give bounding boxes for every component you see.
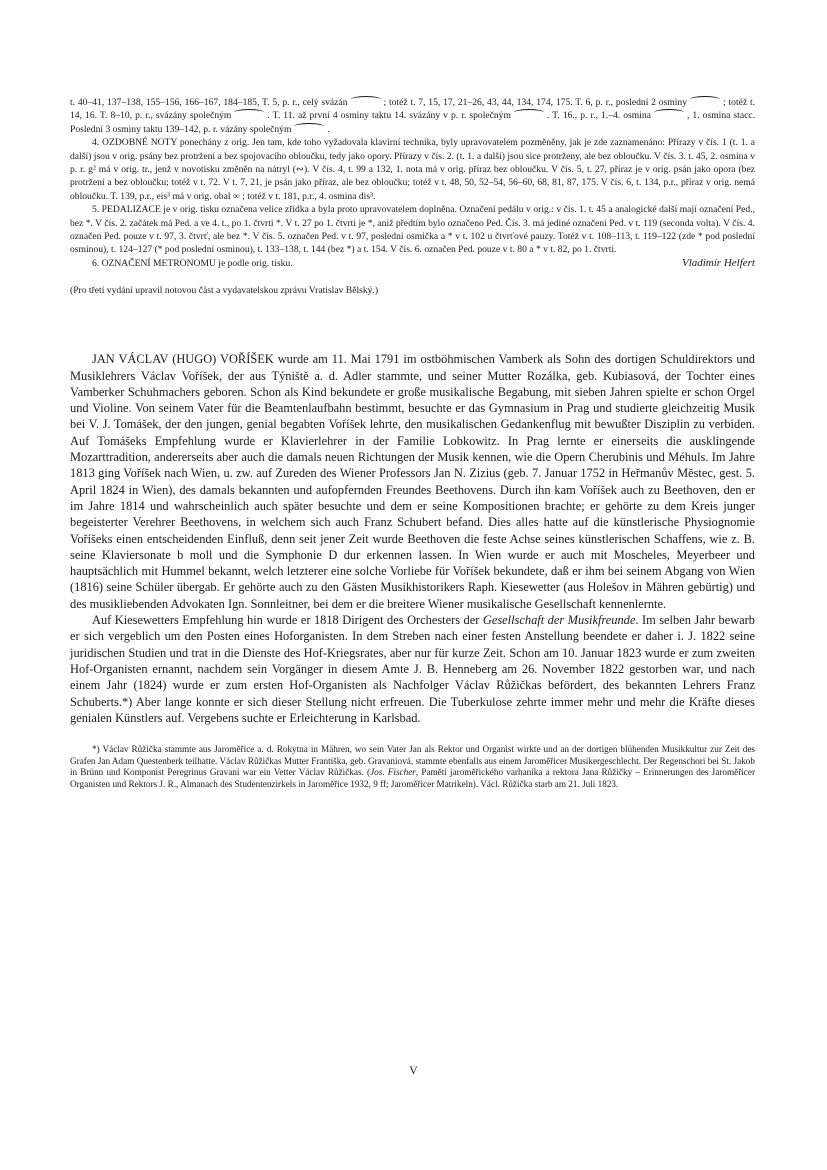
edition-credit: (Pro třetí vydání upravil notovou část a vydavatelskou zprávu Vratislav Bělský.) (70, 285, 379, 297)
slur-symbol (294, 123, 324, 130)
footnote-text: *) Václav Růžička stammte aus Jaroměřice a. d. Rokytna in Mähren, wo sein Vater Jan als Rektor und Organist wirkte und an der dortigen blühenden Musikkultur zur Zeit des Grafen Jan Adam Questenberk teilhatte. Václav Růžičkas Mutter Františka, geb. Gravaniová, stammte ebenfalls aus einem Jaroměřicer Musikergeschlecht. Der Regenschori bei St. Jakob in Brünn und Komponist Peregrinus Gravani war ein Vetter Václav Růžičkas. (Jos. Fischer, Paměti jaroměřického varhaníka a rektora Jana Růžičky – Erinnerungen des Jaroměřicer Organisten und Rektors J. R., Almanach des Studentenzirkels in Jaroměřice 1932, 9 ff; Jaroměřicer Matrikeln). Václ. Růžička starb am 21. Juli 1823. (70, 744, 756, 789)
page-number: V (409, 1063, 418, 1077)
footnote (70, 744, 755, 790)
page-content (70, 96, 755, 790)
biography-paragraph-2: Auf Kiesewetters Empfehlung hin wurde er 1818 Dirigent des Orchesters der Gesellschaft der Musikfreunde. Im selben Jahr bewarb er sich vergeblich um den Posten eines Hoforganisten. In dem Streben nach einer festen Anstellung beendete er daher i. J. 1822 seine juridischen Studien und trat in die Dienste des Hof-Kriegsrates, aber nur für kurze Zeit. Schon am 10. Januar 1823 wurde er zum zweiten Hof-Organisten ernannt, nachdem sein Vorgänger in diesem Amte J. B. Henneberg am 26. November 1822 gestorben war, und nach einem Jahr (1824) wurde er zum ersten Hof-Organisten als Nachfolger Václav Růžičkas befördert, des bekannten Lehrers Franz Schuberts.*) Aber lange konnte er sich dieser Stellung nicht erfreuen. Die Tuberkulose zehrte immer mehr und mehr die Kräfte dieses genialen Künstlers auf. Vergebens suchte er Erleichterung in Karlsbad. (70, 613, 756, 725)
editorial-notes (70, 96, 755, 270)
slur-symbol (690, 96, 720, 103)
slur-symbol (514, 109, 544, 116)
notes-paragraph-metronome: 6. OZNAČENÍ METRONOMU je podle orig. tisku. Vladimír Helfert (92, 256, 755, 269)
biography-text (70, 351, 755, 726)
slur-symbol (234, 109, 264, 116)
notes-paragraph-slurs: t. 40–41, 137–138, 155–156, 166–167, 184–185, T. 5, p. r., celý svázán ; totéž t. 7, 15, 17, 21–26, 43, 44, 134, 174, 175. T. 6, p. r., poslední 2 osminy ; totéž t. 14, 16. T. 8–10, p. r., svázány společným . T. 11. až první 4 osminy taktu 14. svázány v p. r. společným . T. 16., p. r., 1.–4. osmina , 1. osmina stacc. Poslední 3 osminy taktu 139–142, p. r. vázány společným . (70, 97, 756, 135)
slur-symbol (351, 96, 381, 103)
slur-symbol (654, 109, 684, 116)
notes-paragraph-pedal: 5. PEDALIZACE je v orig. tisku označena velice zřídka a byla proto upravovatelem doplněna. Označení pedálu v orig.: v čís. 1. t. 45 a analogické další mají označení Ped., bez *. V čís. 2. začátek má Ped. a ve 4. t., po 1. čtvrti *. V t. 27 po 1. čtvrti je *, aniž předtím bylo označeno Ped. Čís. 3. má jediné označení Ped. v t. 119 (seconda volta). V čís. 4. označen Ped. pouze v t. 97, 3. čtvrť, ale bez *. V čís. 5. označen Ped. v t. 97, poslední osmička a * v t. 102 u čtvrťové pauzy. Totéž v t. 108–113, t. 119–122 (zde * pod poslední osminou), t. 124–127 (* pod poslední osminou), t. 133–138, t. 144 (bez *) a t. 154. V čís. 6. označen Ped. pouze v t. 80 a * v t. 82, po 1. čtvrti. (70, 204, 755, 256)
society-name: Gesellschaft der Musikfreunde (482, 613, 636, 628)
signature: Vladimír Helfert (681, 256, 755, 269)
notes-paragraph-ornaments: 4. OZDOBNÉ NOTY ponechány z orig. Jen tam, kde toho vyžadovala klavírní technika, byly upravovatelem pozměněny, jak je zde zaznamenáno: Přírazy v čís. 1 (t. 1. a další) jsou v orig. psány bez protržení a bez spojovacího obloučku, tedy jako opory. Přírazy v čís. 2. (t. 1. a další) jsou sice protrženy, ale bez obloučku. V čís. 3. t. 45, 2. osmina v p. r. g² má v orig. tr., jenž v novotisku změněn na nátryl (∾). V čís. 4, t. 99 a 132, 1. nota má v orig. příraz bez obloučku. V čís. 5, t. 27, příraz je v orig. psán jako opora (bez protržení a bez obloučku; totéž v t. 72. V t. 7, 21, je psán jako příraz, ale bez obloučku; totéž v t. 48, 50, 52–54, 56–60, 68, 81, 87, 175. V čís. 6, t. 134, p.r., příraz v orig. nemá obloučku. T. 139, p.r., eis³ má v orig. obal ∞ ; totéž v t. 181, p.r., 4. osmina dis³. (70, 137, 755, 202)
biography-paragraph-1: JAN VÁCLAV (HUGO) VOŘÍŠEK wurde am 11. Mai 1791 im ostböhmischen Vamberk als Sohn des dortigen Schuldirektors und Musiklehrers Václav Voříšek, der aus Týniště a. d. Adler stammte, und seiner Mutter Rozálka, geb. Kubiasová, der Tochter eines Vamberker Schuhmachers geboren. Schon als Kind bekundete er große musikalische Begabung, mit sieben Jahren spielte er schon Orgel und Violine. Von seinem Vater für die Beamtenlaufbahn bestimmt, besuchte er das Gymnasium in Prag und studierte gleichzeitig Musik bei V. J. Tomášek, der den jungen, genial begabten Voříšek lehrte, den musikalischen Gedankenflug mit bewußter Disziplin zu verbiden. Auf Tomášeks Empfehlung wurde er Klavierlehrer in der Familie Lobkowitz. In Prag lernte er einerseits die ausklingende Mozarttradition, andererseits aber auch die damals neuen Richtungen der Musik kennen, wie die Opern Cherubinis und Méhuls. Im Jahre 1813 ging Voříšek nach Wien, u. zw. auf Zureden des Wiener Professors Jan N. Zizius (geb. 7. Januar 1752 in Heřmanův Městec, gest. 5. April 1824 in Wien), des damals bekannten und aufopfernden Freundes Beethovens. Durch ihn kam Voříšek auch zu Beethoven, den er im Jahre 1814 und wahrscheinlich auch später besuchte und dem er seine Kompositionen brachte; er gehörte zu dem Kreis junger begeisterter Verehrer Beethovens, in welchem sich auch Franz Schubert befand. Dies alles hatte auf die künstlerische Physiognomie Voříšeks einen entscheidenden Einfluß, denn seit jener Zeit wurde Beethoven die feste Achse seines künstlerischen Schaffens, wie z. B. seine Klaviersonate b moll und die Symphonie D dur erkennen lassen. In Wien wurde er auch mit Moscheles, Meyerbeer und hauptsächlich mit Hummel bekannt, welch letzterer eine solche Vorliebe für Voříšek bekundete, daß er ihm bei seinem Abgang von Wien (1816) seine Schüler übergab. Er gehörte auch zu den Gästen Musikhistorikers Raph. Kiesewetter (aus Holešov in Mähren gebürtig) und des musikliebenden Advokaten Ign. Sonnleitner, bei dem er die breitere Wiener musikalische Gesellschaft kennenlernte. (70, 352, 755, 611)
